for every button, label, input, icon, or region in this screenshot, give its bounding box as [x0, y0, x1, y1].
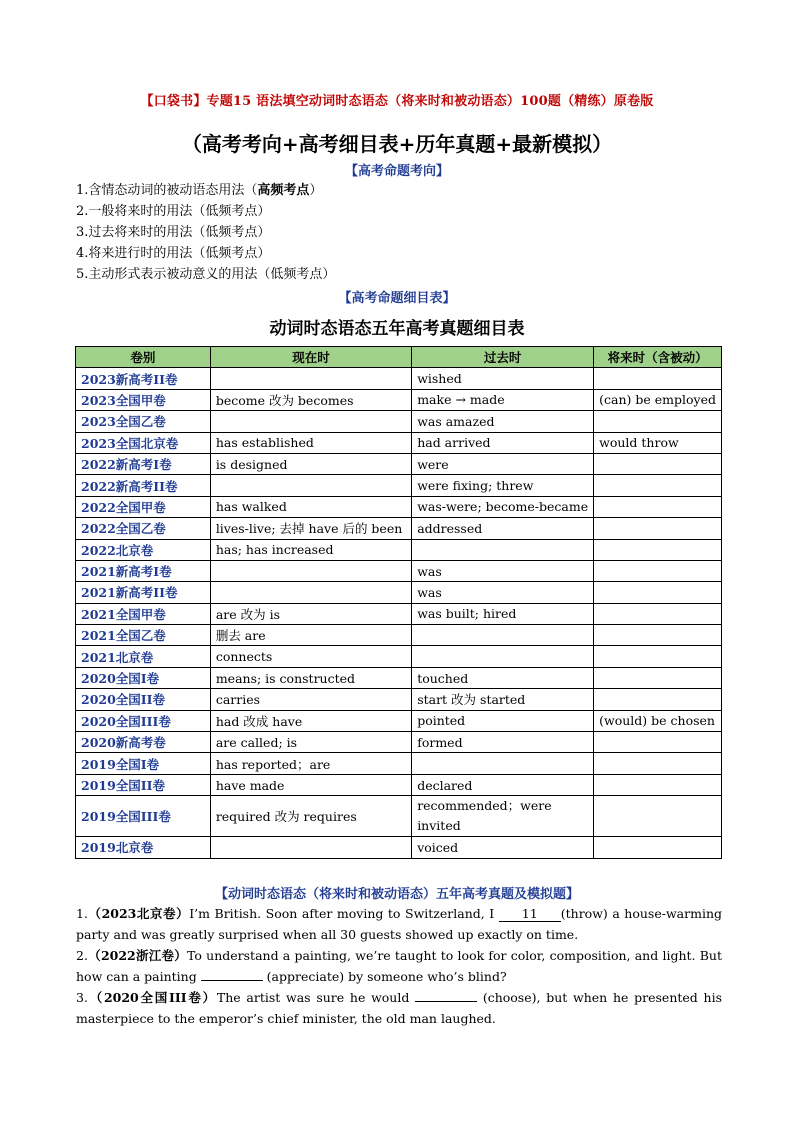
table-row [76, 475, 722, 496]
table-cell [594, 732, 722, 753]
table-cell [210, 368, 411, 389]
document-title: 【口袋书】专题15 语法填空动词时态语态（将来时和被动语态）100题（精练）原卷版 [140, 94, 654, 109]
table-row [76, 796, 722, 837]
table-cell: were [412, 453, 594, 474]
table-cell: (would) be chosen [594, 710, 722, 731]
exam-name-cell: 2023全国北京卷 [76, 432, 211, 453]
exam-name-cell: 2019北京卷 [76, 837, 211, 858]
table-row [76, 646, 722, 667]
table-cell: voiced [412, 837, 594, 858]
exam-name-cell: 2021新高考I卷 [76, 560, 211, 581]
table-row [76, 368, 722, 389]
exam-name-cell: 2023全国乙卷 [76, 411, 211, 432]
table-cell: are 改为 is [210, 603, 411, 624]
table-cell [594, 667, 722, 688]
table-cell [594, 368, 722, 389]
list-item: 2.一般将来时的用法（低频考点） [76, 204, 271, 219]
table-cell [594, 625, 722, 646]
exam-name-cell: 2020全国I卷 [76, 667, 211, 688]
exam-name-cell: 2019全国I卷 [76, 753, 211, 774]
table-cell [210, 837, 411, 858]
exam-name-cell: 2021新高考II卷 [76, 582, 211, 603]
table-cell [594, 475, 722, 496]
table-row [76, 753, 722, 774]
table-row [76, 389, 722, 410]
table-cell: has reported；are [210, 753, 411, 774]
table-cell: was [412, 582, 594, 603]
table-cell: become 改为 becomes [210, 389, 411, 410]
table-cell: is designed [210, 453, 411, 474]
table-cell: means; is constructed [210, 667, 411, 688]
table-cell: required 改为 requires [210, 796, 411, 837]
table-cell: 删去 are [210, 625, 411, 646]
table-cell: was [412, 560, 594, 581]
table-cell: has; has increased [210, 539, 411, 560]
exam-name-cell: 2022新高考II卷 [76, 475, 211, 496]
table-row [76, 411, 722, 432]
table-row [76, 603, 722, 624]
table-row [76, 710, 722, 731]
questions-section-heading: 【动词时态语态（将来时和被动语态）五年高考真题及模拟题】 [214, 887, 579, 902]
table-cell [594, 539, 722, 560]
column-header: 现在时 [210, 347, 411, 368]
table-header-row [76, 347, 722, 368]
table-cell: connects [210, 646, 411, 667]
exam-name-cell: 2021全国乙卷 [76, 625, 211, 646]
table-cell: start 改为 started [412, 689, 594, 710]
table-cell: pointed [412, 710, 594, 731]
table-cell [594, 560, 722, 581]
table-cell: carries [210, 689, 411, 710]
column-header: 过去时 [412, 347, 594, 368]
table-cell: had arrived [412, 432, 594, 453]
table-row [76, 432, 722, 453]
table-cell [210, 582, 411, 603]
exam-name-cell: 2021全国甲卷 [76, 603, 211, 624]
table-cell: was-were; become-became [412, 496, 594, 517]
question-item: 3.（2020全国III卷）The artist was sure he would (choose), but when he presented his masterpiece to the emperor’s chief minister, the old man laughed. [76, 987, 722, 1029]
answer-blank[interactable]: 11 [499, 907, 561, 922]
table-row [76, 496, 722, 517]
table-cell [594, 496, 722, 517]
question-item: 2.（2022浙江卷）To understand a painting, we’re taught to look for color, composition, and light. But how can a painting (appreciate) by someone who’s blind? [76, 948, 722, 984]
table-cell: has walked [210, 496, 411, 517]
exam-name-cell: 2022全国甲卷 [76, 496, 211, 517]
table-cell: addressed [412, 518, 594, 539]
table-cell: declared [412, 774, 594, 795]
table-row [76, 582, 722, 603]
list-item: 3.过去将来时的用法（低频考点） [76, 225, 271, 240]
table-cell: recommended；were invited [412, 796, 594, 837]
table-cell [594, 603, 722, 624]
answer-blank[interactable] [201, 966, 263, 981]
table-row [76, 625, 722, 646]
questions-list [76, 903, 722, 1029]
table-cell: were fixing; threw [412, 475, 594, 496]
table-cell [210, 560, 411, 581]
list-item: 1.含情态动词的被动语态用法（高频考点） [76, 183, 323, 198]
table-row [76, 689, 722, 710]
column-header: 卷别 [76, 347, 211, 368]
table-row [76, 560, 722, 581]
table-cell: (can) be employed [594, 389, 722, 410]
exam-name-cell: 2020新高考卷 [76, 732, 211, 753]
exam-name-cell: 2022北京卷 [76, 539, 211, 560]
table-row [76, 667, 722, 688]
section-heading-exam-focus: 【高考命题考向】 [344, 164, 449, 179]
table-cell [594, 689, 722, 710]
table-cell [412, 625, 594, 646]
exam-name-cell: 2021北京卷 [76, 646, 211, 667]
exam-name-cell: 2022全国乙卷 [76, 518, 211, 539]
table-cell [594, 582, 722, 603]
exam-name-cell: 2023新高考II卷 [76, 368, 211, 389]
document-subtitle: （高考考向+高考细目表+历年真题+最新模拟） [181, 132, 613, 156]
table-cell: has established [210, 432, 411, 453]
table-cell: would throw [594, 432, 722, 453]
table-cell: was built; hired [412, 603, 594, 624]
table-cell [594, 796, 722, 837]
table-row [76, 774, 722, 795]
table-row [76, 539, 722, 560]
table-cell [594, 518, 722, 539]
table-cell [412, 539, 594, 560]
table-cell: have made [210, 774, 411, 795]
exam-name-cell: 2019全国III卷 [76, 796, 211, 837]
answer-blank[interactable] [415, 987, 477, 1002]
exam-name-cell: 2022新高考I卷 [76, 453, 211, 474]
table-cell: lives-live; 去掉 have 后的 been [210, 518, 411, 539]
exam-name-cell: 2020全国III卷 [76, 710, 211, 731]
table-row [76, 732, 722, 753]
table-row [76, 518, 722, 539]
table-cell [594, 753, 722, 774]
exam-name-cell: 2020全国II卷 [76, 689, 211, 710]
table-cell [594, 774, 722, 795]
exam-name-cell: 2023全国甲卷 [76, 389, 211, 410]
list-item: 4.将来进行时的用法（低频考点） [76, 246, 271, 261]
table-row [76, 837, 722, 858]
table-cell: wished [412, 368, 594, 389]
question-item: 1.（2023北京卷）I’m British. Soon after moving to Switzerland, I 11 (throw) a house-warming party and was greatly surprised when all 30 guests showed up exactly on time. [76, 906, 723, 942]
table-cell [594, 646, 722, 667]
table-cell [210, 475, 411, 496]
exam-focus-list [76, 180, 335, 285]
section-heading-detail-table: 【高考命题细目表】 [338, 291, 456, 306]
table-cell: was amazed [412, 411, 594, 432]
table-cell [594, 411, 722, 432]
table-cell: touched [412, 667, 594, 688]
table-cell: make → made [412, 389, 594, 410]
table-row [76, 453, 722, 474]
table-cell [210, 411, 411, 432]
list-item: 5.主动形式表示被动意义的用法（低频考点） [76, 267, 336, 282]
table-cell [594, 837, 722, 858]
table-cell [412, 646, 594, 667]
table-cell [594, 453, 722, 474]
table-title: 动词时态语态五年高考真题细目表 [269, 319, 525, 339]
table-cell: formed [412, 732, 594, 753]
exam-name-cell: 2019全国II卷 [76, 774, 211, 795]
column-header: 将来时（含被动） [594, 347, 722, 368]
exam-detail-table [75, 346, 722, 859]
table-cell: had 改成 have [210, 710, 411, 731]
table-cell: are called; is [210, 732, 411, 753]
table-cell [412, 753, 594, 774]
